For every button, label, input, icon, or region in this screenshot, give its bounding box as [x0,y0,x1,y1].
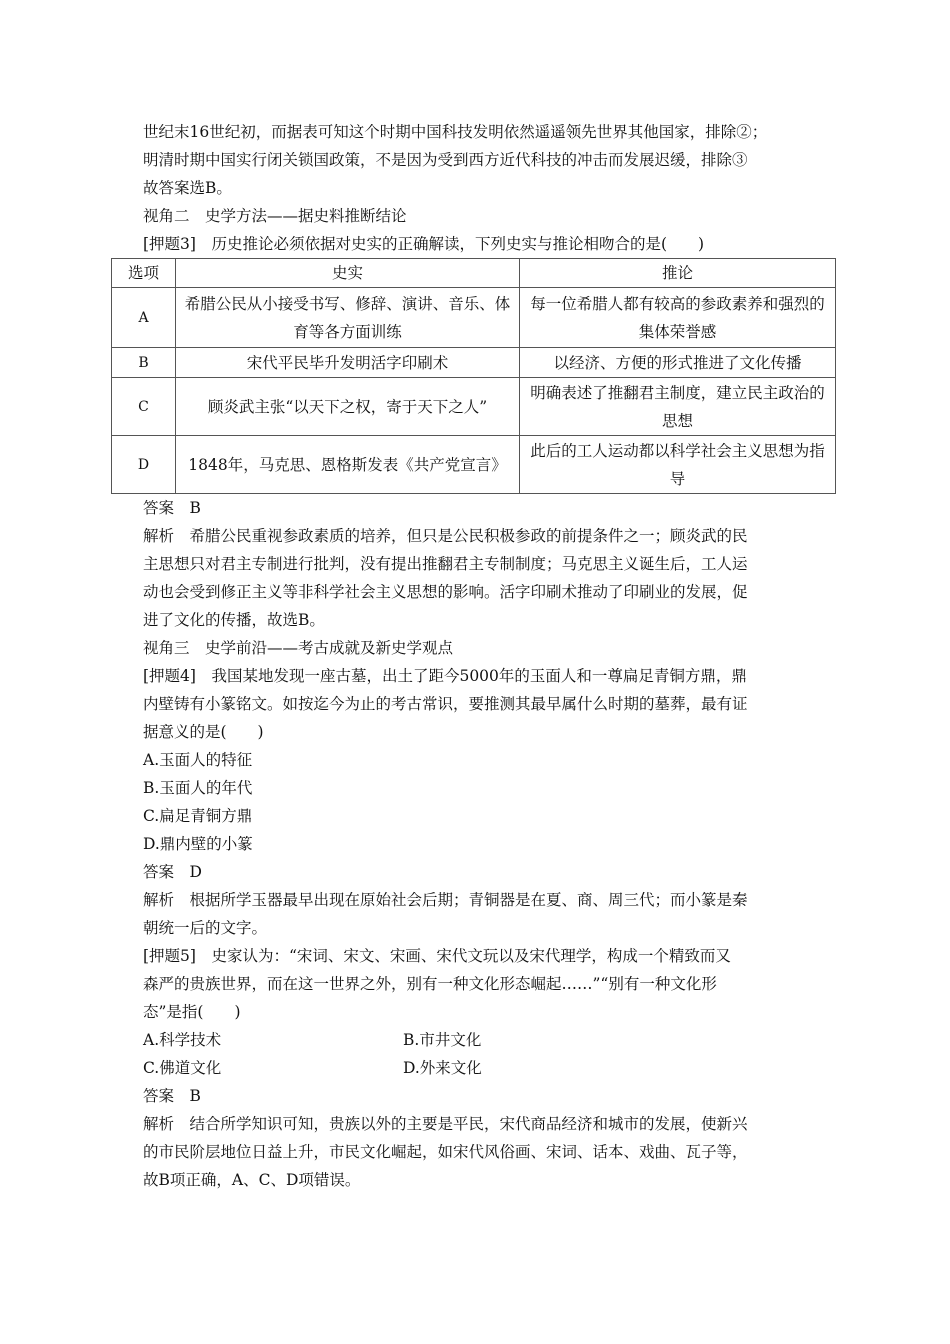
intro-line: 明清时期中国实行闭关锁国政策，不是因为受到西方近代科技的冲击而发展迟缓，排除③ [143,151,748,169]
question-stem: 态”是指( ) [143,1003,241,1021]
option: A.科学技术 [143,1031,222,1049]
analysis-line: 朝统一后的文字。 [143,919,268,937]
section-heading: 视角二 史学方法——据史料推断结论 [143,207,407,225]
table-cell-inference: 明确表述了推翻君主制度，建立民主政治的思想 [520,378,836,436]
answer: 答案 B [143,1087,201,1105]
table-cell-option: B [112,348,176,378]
table-cell-option: C [112,378,176,436]
table-cell-inference: 以经济、方便的形式推进了文化传播 [520,348,836,378]
option: C.扁足青铜方鼎 [143,807,253,825]
table-row [112,288,836,348]
table-cell-fact: 顾炎武主张“以天下之权，寄于天下之人” [176,378,520,436]
analysis-line: 解析 根据所学玉器最早出现在原始社会后期；青铜器是在夏、商、周三代；而小篆是秦 [143,891,748,909]
table-cell-inference: 此后的工人运动都以科学社会主义思想为指导 [520,436,836,494]
section-heading: 视角三 史学前沿——考古成就及新史学观点 [143,639,454,657]
analysis-line: 解析 希腊公民重视参政素质的培养，但只是公民积极参政的前提条件之一；顾炎武的民 [143,527,748,545]
analysis-line: 主思想只对君主专制进行批判，没有提出推翻君主专制制度；马克思主义诞生后，工人运 [143,555,748,573]
option: A.玉面人的特征 [143,751,253,769]
option: D.外来文化 [403,1059,482,1077]
analysis-line: 的市民阶层地位日益上升，市民文化崛起，如宋代风俗画、宋词、话本、戏曲、瓦子等， [143,1143,748,1161]
document-page [127,118,843,1194]
table-header-row [112,259,836,288]
table-cell-option: D [112,436,176,494]
question-stem: 据意义的是( ) [143,723,264,741]
table-header: 推论 [520,259,836,288]
question-stem: [押题4] 我国某地发现一座古墓，出土了距今5000年的玉面人和一尊扁足青铜方鼎，鼎 [143,667,747,685]
answer: 答案 D [143,863,202,881]
table-header: 选项 [112,259,176,288]
option: D.鼎内壁的小篆 [143,835,253,853]
table-row [112,436,836,494]
option: B.玉面人的年代 [143,779,253,797]
question-stem: 森严的贵族世界，而在这一世界之外，别有一种文化形态崛起……”“别有一种文化形 [143,975,717,993]
intro-line: 世纪末16世纪初，而据表可知这个时期中国科技发明依然遥遥领先世界其他国家，排除②； [143,123,768,141]
table-cell-inference: 每一位希腊人都有较高的参政素养和强烈的集体荣誉感 [520,288,836,348]
answer: 答案 B [143,499,201,517]
table-row [112,378,836,436]
table-cell-option: A [112,288,176,348]
analysis-line: 解析 结合所学知识可知，贵族以外的主要是平民，宋代商品经济和城市的发展，使新兴 [143,1115,748,1133]
option-row [143,1054,843,1082]
question-stem: [押题5] 史家认为：“宋词、宋文、宋画、宋代文玩以及宋代理学，构成一个精致而又 [143,947,731,965]
option: B.市井文化 [403,1031,482,1049]
table-cell-fact: 宋代平民毕升发明活字印刷术 [176,348,520,378]
analysis-line: 进了文化的传播，故选B。 [143,611,325,629]
table-cell-fact: 1848年，马克思、恩格斯发表《共产党宣言》 [176,436,520,494]
analysis-line: 动也会受到修正主义等非科学社会主义思想的影响。活字印刷术推动了印刷业的发展，促 [143,583,748,601]
table-row [112,348,836,378]
question-stem: [押题3] 历史推论必须依据对史实的正确解读，下列史实与推论相吻合的是( ) [143,235,705,253]
option-row [143,1026,843,1054]
analysis-line: 故B项正确，A、C、D项错误。 [143,1171,361,1189]
option: C.佛道文化 [143,1059,222,1077]
table-cell-fact: 希腊公民从小接受书写、修辞、演讲、音乐、体育等各方面训练 [176,288,520,348]
fact-inference-table [111,258,836,494]
question-stem: 内壁铸有小篆铭文。如按迄今为止的考古常识，要推测其最早属什么时期的墓葬，最有证 [143,695,748,713]
table-header: 史实 [176,259,520,288]
intro-line: 故答案选B。 [143,179,232,197]
